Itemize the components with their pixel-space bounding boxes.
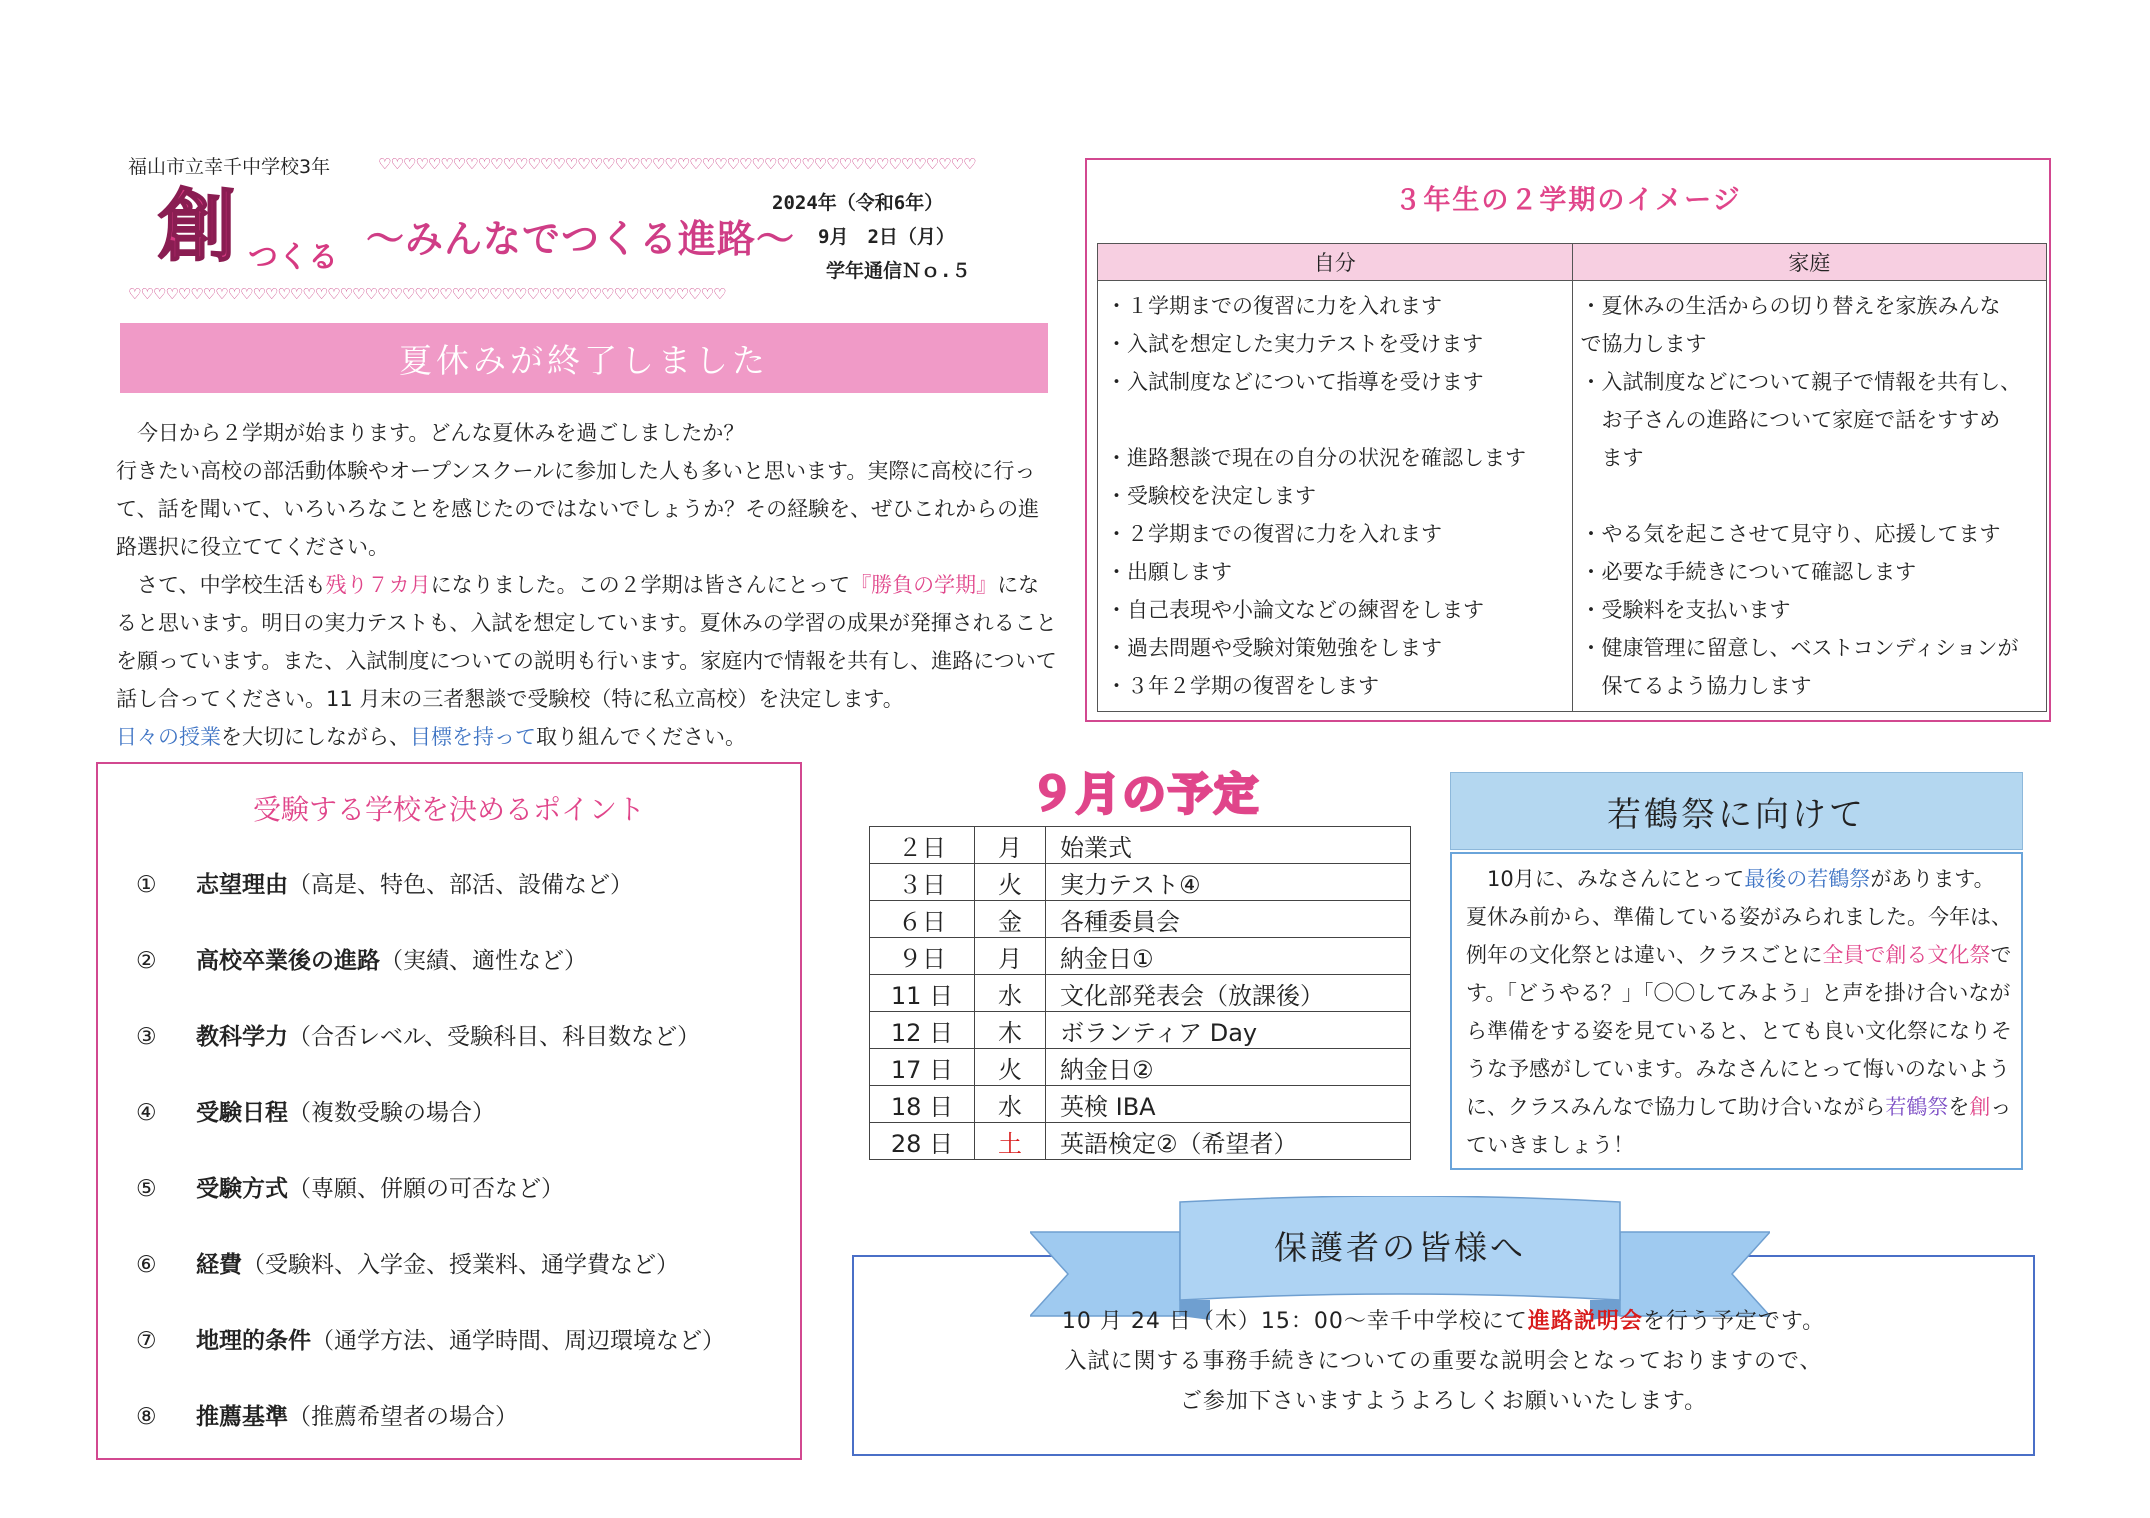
schedule-date: 12 日: [870, 1012, 975, 1049]
schedule-date: ２日: [870, 827, 975, 864]
point-item: [136, 1246, 679, 1279]
self-list-item: ・３年２学期の復習をします: [1106, 674, 1379, 698]
schedule-row: [870, 901, 1411, 938]
schedule-event: 実力テスト④: [1046, 864, 1411, 901]
self-list-item: ・２学期までの復習に力を入れます: [1106, 522, 1442, 546]
point-detail: （複数受験の場合）: [288, 1100, 495, 1126]
schedule-row: [870, 1086, 1411, 1123]
parents-line-1: [852, 1302, 2035, 1342]
point-label: 経費: [196, 1252, 242, 1278]
point-label: 推薦基準: [196, 1404, 288, 1430]
home-column: [1572, 281, 2047, 712]
self-list-item: ・過去問題や受験対策勉強をします: [1106, 636, 1442, 660]
highlight-last-festival: 最後の若鶴祭: [1744, 867, 1871, 891]
column-header-home: 家庭: [1572, 244, 2047, 281]
intro-p3-text-b: になりました。この２学期は皆さんにとって: [430, 573, 851, 597]
schedule-event: ボランティア Day: [1046, 1012, 1411, 1049]
schedule-date: ３日: [870, 864, 975, 901]
term-image-title: ３年生の２学期のイメージ: [1394, 185, 1742, 216]
term-image-table: [1097, 243, 2047, 712]
schedule-row: [870, 1123, 1411, 1160]
home-list-item: ・受験料を支払います: [1580, 598, 1791, 622]
schedule-weekday: 木: [975, 1012, 1046, 1049]
festival-text-a: 10月に、みなさんにとって: [1466, 867, 1745, 891]
point-detail: （通学方法、通学時間、周辺環境など）: [311, 1328, 725, 1354]
point-label: 受験日程: [196, 1100, 288, 1126]
home-list-item: ・やる気を起こさせて見守り、応援してます: [1580, 522, 2001, 546]
parents-line-1-a: 10 月 24 日（木）15：00～幸千中学校にて: [1061, 1309, 1528, 1334]
heart-border-top: ♡♡♡♡♡♡♡♡♡♡♡♡♡♡♡♡♡♡♡♡♡♡♡♡♡♡♡♡♡♡♡♡♡♡♡♡♡♡♡♡♡♡♡♡♡♡♡♡: [378, 155, 976, 173]
schedule-date: 17 日: [870, 1049, 975, 1086]
schedule-event: 始業式: [1046, 827, 1411, 864]
highlight-career-briefing: 進路説明会: [1527, 1309, 1643, 1334]
issue-date-day: 9月 2日（月）: [818, 226, 955, 248]
issue-date-year: 2024年（令和6年）: [772, 192, 944, 214]
parents-line-1-b: を行う予定です。: [1642, 1309, 1826, 1334]
point-label: 教科学力: [196, 1024, 288, 1050]
point-detail: （実績、適性など）: [380, 948, 587, 974]
festival-text-d: を: [1948, 1095, 1970, 1119]
home-list-item: お子さんの進路について家庭で話をすすめ: [1580, 408, 2001, 432]
home-list-item: 保てるよう協力します: [1580, 674, 1812, 698]
home-list-item: ・健康管理に留意し、ベストコンディションが: [1580, 636, 2019, 660]
festival-title: 若鶴祭に向けて: [1450, 772, 2023, 850]
point-number: ②: [136, 948, 157, 974]
schedule-row: [870, 827, 1411, 864]
point-number: ⑥: [136, 1252, 157, 1278]
schedule-event: 英語検定②（希望者）: [1046, 1123, 1411, 1160]
column-header-self: 自分: [1098, 244, 1573, 281]
point-number: ⑧: [136, 1404, 157, 1430]
home-list: [1581, 287, 2039, 705]
schedule-weekday: 金: [975, 901, 1046, 938]
parents-notice-title: 保護者の皆様へ: [1274, 1228, 1526, 1267]
newsletter-logo: 創: [158, 182, 235, 272]
section-banner-summer-end: 夏休みが終了しました: [120, 323, 1048, 393]
point-item: [136, 1398, 518, 1431]
schedule-event: 英検 IBA: [1046, 1086, 1411, 1123]
intro-p4-text-b: 取り組んでください。: [536, 725, 746, 749]
point-label: 高校卒業後の進路: [196, 948, 380, 974]
schedule-event: 文化部発表会（放課後）: [1046, 975, 1411, 1012]
home-list-item: ます: [1580, 446, 1644, 470]
intro-text: [116, 414, 1060, 756]
point-item: [136, 1018, 700, 1051]
home-list-item: [1581, 477, 2039, 515]
intro-paragraph-4: [116, 718, 1060, 756]
parents-notice-text: [852, 1302, 2035, 1422]
self-list-item: [1106, 401, 1564, 439]
intro-p3-text-c: になると思います。明日の実力テストも、入試を想定しています。夏休みの学習の成果が発揮されることを願っています。また、入試制度についての説明も行います。家庭内で情報を共有し、進路について話し合ってください。11 月末の三者懇談で受験校（特に私立高校）を決定します。: [116, 573, 1057, 711]
point-detail: （高是、特色、部活、設備など）: [288, 872, 633, 898]
schedule-weekday: 月: [975, 827, 1046, 864]
highlight-create: 創: [1969, 1095, 1991, 1119]
self-list-item: ・自己表現や小論文などの練習をします: [1106, 598, 1484, 622]
point-detail: （受験料、入学金、授業料、通学費など）: [242, 1252, 679, 1278]
schedule-row: [870, 975, 1411, 1012]
schedule-event: 各種委員会: [1046, 901, 1411, 938]
self-list-item: ・出願します: [1106, 560, 1232, 584]
point-detail: （推薦希望者の場合）: [288, 1404, 518, 1430]
schedule-weekday: 火: [975, 864, 1046, 901]
intro-paragraph-1: 今日から２学期が始まります。どんな夏休みを過ごしましたか？: [116, 421, 745, 445]
point-label: 志望理由: [196, 872, 288, 898]
intro-paragraph-3: [116, 566, 1060, 718]
schedule-date: ９日: [870, 938, 975, 975]
schedule-weekday: 月: [975, 938, 1046, 975]
home-list-item: ・必要な手続きについて確認します: [1580, 560, 1917, 584]
september-schedule-title: ９月の予定: [1030, 769, 1260, 820]
point-label: 受験方式: [196, 1176, 288, 1202]
schedule-date: 11 日: [870, 975, 975, 1012]
festival-text-c: です。「どうやる？」「〇〇してみよう」と声を掛け合いながら準備をする姿を見ていると、とても良い文化祭になりそうな予感がしています。みなさんにとって悔いのないように、クラスみんなで協力して助け合いながら: [1466, 943, 2012, 1119]
highlight-remaining-months: 残り７カ月: [325, 573, 431, 597]
self-list-item: ・入試を想定した実力テストを受けます: [1106, 332, 1484, 356]
september-schedule-table: [869, 826, 1411, 1160]
point-item: [136, 1170, 564, 1203]
heart-border-bottom: ♡♡♡♡♡♡♡♡♡♡♡♡♡♡♡♡♡♡♡♡♡♡♡♡♡♡♡♡♡♡♡♡♡♡♡♡♡♡♡♡♡♡♡♡♡♡♡♡: [128, 285, 726, 303]
schedule-date: 28 日: [870, 1123, 975, 1160]
festival-text: [1466, 860, 2014, 1164]
schedule-event: 納金日①: [1046, 938, 1411, 975]
schedule-row: [870, 1012, 1411, 1049]
schedule-weekday: 土: [975, 1123, 1046, 1160]
schedule-weekday: 火: [975, 1049, 1046, 1086]
schedule-date: 18 日: [870, 1086, 975, 1123]
issue-number: 学年通信Ｎｏ.５: [826, 260, 971, 282]
school-choice-points-title: 受験する学校を決めるポイント: [252, 793, 645, 826]
intro-paragraph-2: 行きたい高校の部活動体験やオープンスクールに参加した人も多いと思います。実際に高校に行って、話を聞いて、いろいろなことを感じたのではないでしょうか？その経験を、ぜひこれからの進路選択に役立ててください。: [116, 459, 1040, 559]
point-item: [136, 942, 587, 975]
parents-line-2: 入試に関する事務手続きについての重要な説明会となっておりますので、: [1064, 1349, 1823, 1374]
point-number: ⑤: [136, 1176, 157, 1202]
self-list-item: ・入試制度などについて指導を受けます: [1106, 370, 1484, 394]
point-detail: （専願、併願の可否など）: [288, 1176, 564, 1202]
parents-line-3: ご参加下さいますようよろしくお願いいたします。: [1179, 1389, 1708, 1414]
schedule-weekday: 水: [975, 1086, 1046, 1123]
schedule-date: ６日: [870, 901, 975, 938]
school-name: 福山市立幸千中学校3年: [128, 156, 331, 178]
self-list-item: ・受験校を決定します: [1106, 484, 1316, 508]
schedule-row: [870, 864, 1411, 901]
schedule-weekday: 水: [975, 975, 1046, 1012]
point-number: ⑦: [136, 1328, 157, 1354]
self-column: [1098, 281, 1573, 712]
point-item: [136, 1094, 495, 1127]
home-list-item: で協力します: [1580, 332, 1707, 356]
highlight-festival-by-all: 全員で創る文化祭: [1822, 943, 1991, 967]
point-number: ④: [136, 1100, 157, 1126]
schedule-row: [870, 1049, 1411, 1086]
highlight-festival-name: 若鶴祭: [1885, 1095, 1949, 1119]
point-detail: （合否レベル、受験科目、科目数など）: [288, 1024, 701, 1050]
point-number: ③: [136, 1024, 157, 1050]
festival-text-e: っていきましょう！: [1466, 1095, 2012, 1157]
schedule-event: 納金日②: [1046, 1049, 1411, 1086]
self-list-item: ・進路懇談で現在の自分の状況を確認します: [1106, 446, 1526, 470]
newsletter-logo-reading: つくる: [248, 240, 338, 275]
home-list-item: ・入試制度などについて親子で情報を共有し、: [1580, 370, 2022, 394]
festival-text-b: があります。夏休み前から、準備している姿がみられました。今年は、例年の文化祭とは違い、クラスごとに: [1466, 867, 2012, 967]
self-list: [1106, 287, 1564, 705]
highlight-have-goals: 目標を持って: [410, 725, 536, 749]
highlight-decisive-term: 『勝負の学期』: [850, 573, 998, 597]
point-label: 地理的条件: [196, 1328, 311, 1354]
highlight-daily-classes: 日々の授業: [116, 725, 221, 749]
point-number: ①: [136, 872, 157, 898]
intro-p3-text-a: さて、中学校生活も: [116, 573, 326, 597]
home-list-item: ・夏休みの生活からの切り替えを家族みんな: [1580, 294, 2001, 318]
point-item: [136, 1322, 725, 1355]
newsletter-slogan: ～みんなでつくる進路～: [366, 217, 796, 261]
intro-p4-text-a: を大切にしながら、: [221, 725, 410, 749]
point-item: [136, 866, 633, 899]
schedule-row: [870, 938, 1411, 975]
self-list-item: ・１学期までの復習に力を入れます: [1106, 294, 1442, 318]
